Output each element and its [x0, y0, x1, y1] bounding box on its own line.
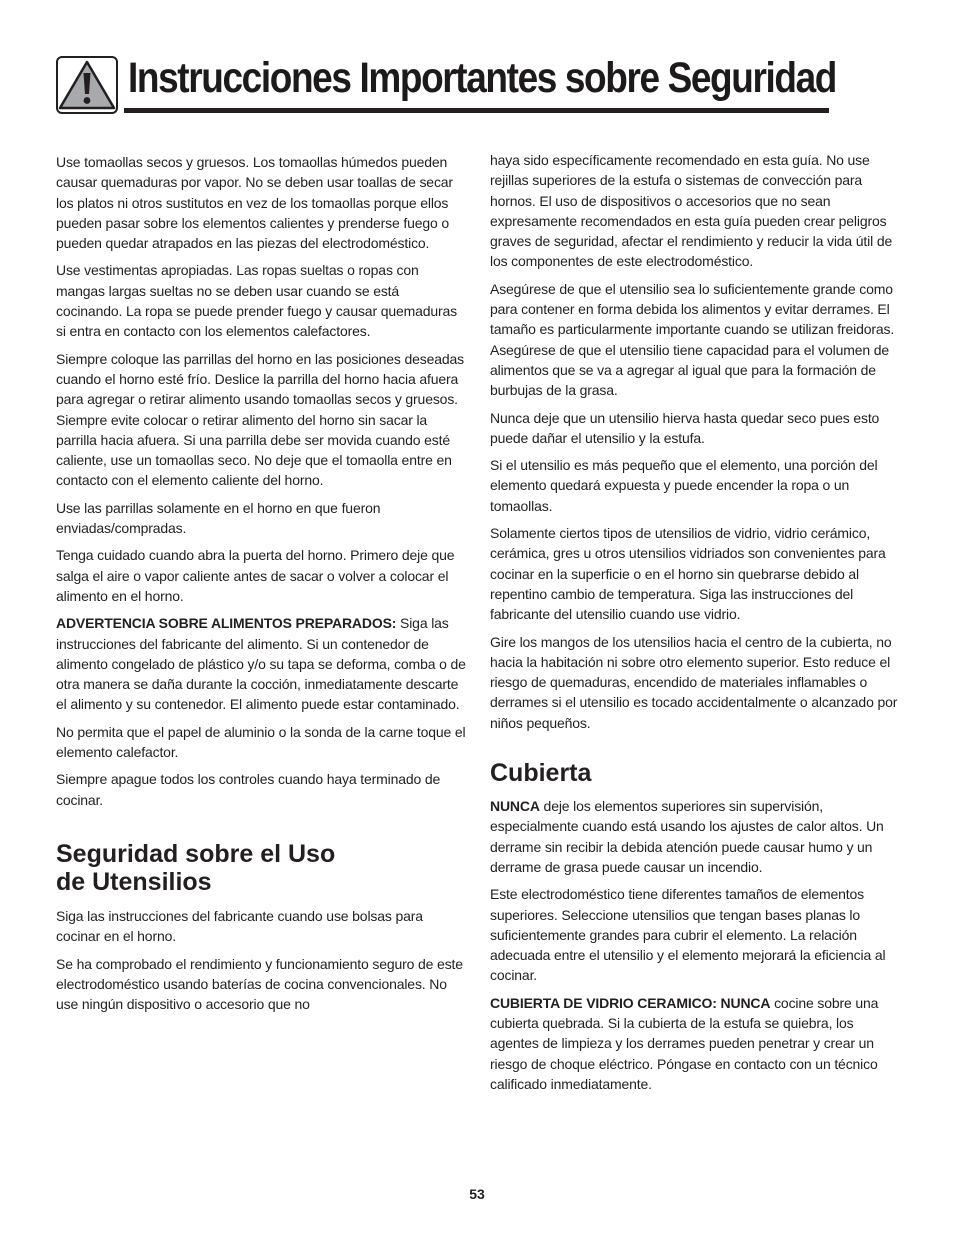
paragraph: haya sido específicamente recomendado en esta guía. No use rejillas superiores de la estufa o sistemas de convección para hornos. El uso de dispositivos o accesorios que no sean expresamente recomendados en esta guía pueden crear peligros graves de seguridad, afectar el rendimiento y reducir la vida útil de los componentes de este electrodoméstico. [490, 152, 893, 270]
paragraph [490, 796, 902, 877]
paragraph: Este electrodoméstico tiene diferentes tamaños de elementos superiores. Seleccione utensilios que tengan bases planas lo suficientemente grandes para cubrir el elemento. La relación adecuada entre el utensilio y el elemento mejorará la eficiencia al cocinar. [490, 886, 886, 984]
warning-triangle-icon [56, 56, 118, 114]
paragraph: Siempre coloque las parrillas del horno en las posiciones deseadas cuando el horno esté frío. Deslice la parrilla del horno hacia afuera para agregar o retirar alimento usando tomaollas secos y gruesos. Siempre evite colocar o retirar alimento del horno sin sacar la parrilla hacia afuera. Si una parrilla debe ser movida cuando esté caliente, use un tomaollas seco. No deje que el tomaolla entre en contacto con el elemento caliente del horno. [56, 350, 465, 489]
heading-line: de Utensilios [56, 867, 212, 896]
header-rule [124, 108, 829, 113]
heading-line: Seguridad sobre el Uso [56, 839, 336, 868]
paragraph: Nunca deje que un utensilio hierva hasta quedar seco pues esto puede dañar el utensilio y la estufa. [490, 409, 880, 446]
paragraph: Use vestimentas apropiadas. Las ropas sueltas o ropas con mangas largas sueltas no se deben usar cuando se está cocinando. La ropa se puede prender fuego y causar quemaduras si entra en contacto con los elementos calefactores. [56, 262, 458, 340]
paragraph: No permita que el papel de aluminio o la sonda de la carne toque el elemento calefactor. [56, 723, 466, 761]
paragraph: Tenga cuidado cuando abra la puerta del horno. Primero deje que salga el aire o vapor caliente antes de sacar o volver a colocar el alimento en el horno. [56, 547, 455, 604]
prepared-food-warning-label: ADVERTENCIA SOBRE ALIMENTOS PREPARADOS: [56, 615, 397, 632]
paragraph [56, 613, 466, 714]
right-column [490, 150, 902, 1101]
page-number: 53 [469, 1186, 485, 1202]
paragraph: Solamente ciertos tipos de utensilios de vidrio, vidrio cerámico, cerámica, gres u otros utensilios vidriados son convenientes para cocinar en la superficie o en el horno sin quebrarse debido al repentino cambio de temperatura. Siga las instrucciones del fabricante del utensilio cuando use vidrio. [490, 525, 886, 623]
paragraph [490, 993, 902, 1094]
ceramic-glass-text: cocine sobre una cubierta quebrada. Si la cubierta de la estufa se quiebra, los agentes de limpieza y los derrames pueden penetrar y crear un riesgo de choque eléctrico. Póngase en contacto con un técnico calificado inmediatamente. [490, 994, 879, 1092]
left-column [56, 150, 466, 1021]
paragraph: Siga las instrucciones del fabricante cuando use bolsas para cocinar en el horno. [56, 907, 423, 945]
paragraph: Siempre apague todos los controles cuando haya terminado de cocinar. [56, 771, 441, 808]
page-header [56, 50, 837, 114]
section-heading-cooktop: Cubierta [490, 759, 592, 788]
ceramic-glass-label: CUBIERTA DE VIDRIO CERAMICO: NUNCA [490, 994, 771, 1011]
page-title: Instrucciones Importantes sobre Seguridad [128, 54, 837, 102]
paragraph: Use las parrillas solamente en el horno en que fueron enviadas/compradas. [56, 499, 381, 537]
paragraph: Asegúrese de que el utensilio sea lo suficientemente grande como para contener en forma debida los alimentos y evitar derrames. El tamaño es particularmente importante cuando se utilizan freidoras. Asegúrese de que el utensilio tiene capacidad para el volumen de alimentos que se va a agregar al igual que para la formación de burbujas de la grasa. [490, 280, 895, 399]
never-label: NUNCA [490, 798, 540, 815]
paragraph: Se ha comprobado el rendimiento y funcionamiento seguro de este electrodoméstico usando baterías de cocina convencionales. No use ningún dispositivo o accesorio que no [56, 955, 463, 1013]
paragraph: Gire los mangos de los utensilios hacia el centro de la cubierta, no hacia la habitación ni sobre otro elemento superior. Esto reduce el riesgo de quemaduras, encendido de materiales inflamables o derrames si el utensilio es tocado accidentalmente o alcanzado por niños pequeños. [490, 633, 898, 731]
paragraph: Use tomaollas secos y gruesos. Los tomaollas húmedos pueden causar quemaduras por vapor. No se deben usar toallas de secar los platos ni otros sustitutos en vez de los tomaollas porque ellos pueden pasar sobre los elementos calientes y prenderse fuego o pueden quedar atrapados en las piezas del electrodoméstico. [56, 154, 453, 252]
paragraph: Si el utensilio es más pequeño que el elemento, una porción del elemento quedará expuesta y puede encender la ropa o un tomaollas. [490, 457, 878, 514]
never-text: deje los elementos superiores sin supervisión, especialmente cuando está usando los ajustes de calor altos. Un derrame sin recibir la debida atención puede causar humo y un derrame de grasa puede causar un incendio. [490, 798, 884, 875]
section-heading-utensils [56, 840, 466, 896]
prepared-food-warning-text: Siga las instrucciones del fabricante del alimento. Si un contenedor de alimento congelado de plástico y/o su tapa se deforma, comba o de otra manera se daña durante la cocción, inmediatamente descarte el alimento y su contenedor. El alimento puede estar contaminado. [56, 615, 466, 713]
